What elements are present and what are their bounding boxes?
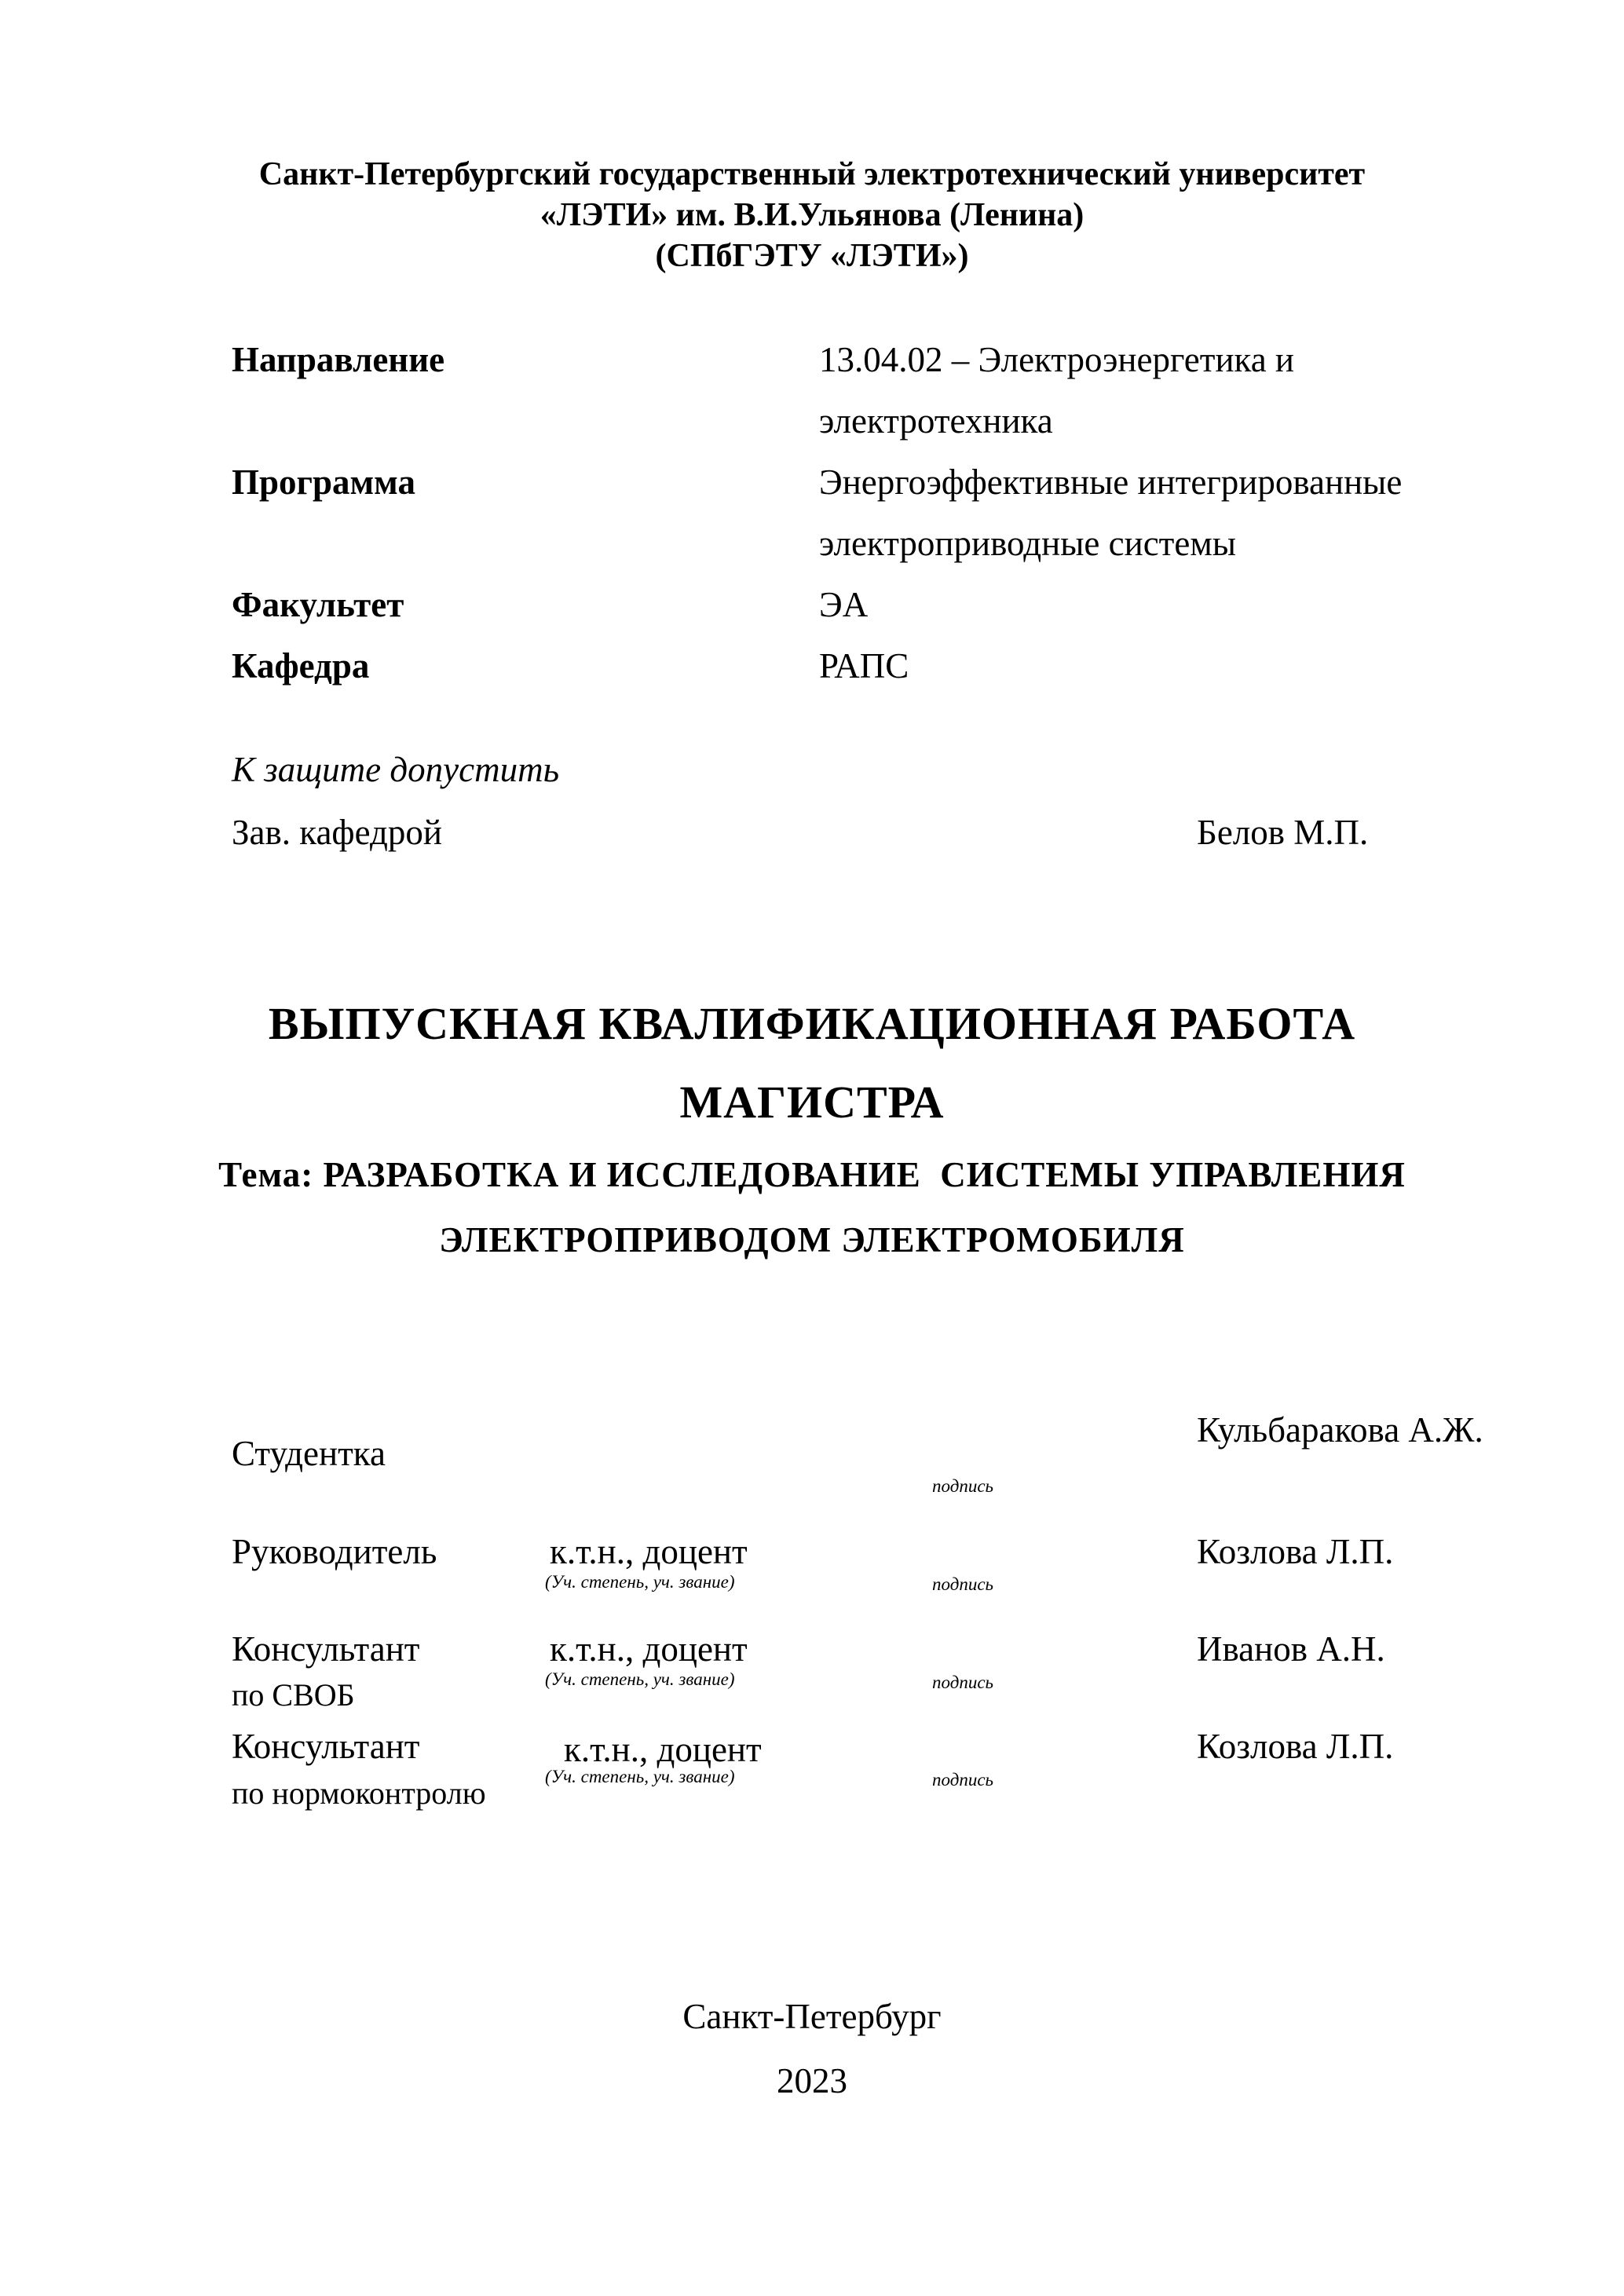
university-name: Санкт-Петербургский государственный электротехнический университет xyxy=(258,156,1366,192)
consultant-safety-degree-caption: (Уч. степень, уч. звание) xyxy=(545,1669,735,1689)
consultant-safety-label: Консультант xyxy=(232,1629,420,1669)
program-value: Энергоэффективные интегрированные xyxy=(819,462,1403,502)
head-of-department-label: Зав. кафедрой xyxy=(232,813,442,852)
consultant-safety-sub: по СВОБ xyxy=(232,1677,355,1713)
department-value: РАПС xyxy=(819,646,909,686)
direction-label: Направление xyxy=(232,340,445,379)
consultant-normcontrol-name: Козлова Л.П. xyxy=(1197,1727,1394,1766)
document-title: ВЫПУСКНАЯ КВАЛИФИКАЦИОННАЯ РАБОТА xyxy=(268,998,1356,1049)
consultant-normcontrol-degree-caption: (Уч. степень, уч. звание) xyxy=(545,1767,735,1786)
city: Санкт-Петербург xyxy=(682,1997,942,2036)
university-abbreviation: (СПбГЭТУ «ЛЭТИ») xyxy=(655,238,969,274)
consultant-safety-signature-caption: подпись xyxy=(932,1673,994,1692)
consultant-normcontrol-signature-caption: подпись xyxy=(932,1770,994,1790)
faculty-value: ЭА xyxy=(819,585,869,624)
head-of-department-name: Белов М.П. xyxy=(1197,813,1369,852)
program-value-cont: электроприводные системы xyxy=(819,524,1237,563)
admit-to-defense: К защите допустить xyxy=(232,750,560,789)
consultant-normcontrol-sub: по нормоконтролю xyxy=(232,1775,486,1811)
direction-value-cont: электротехника xyxy=(819,401,1053,441)
consultant-safety-degree: к.т.н., доцент xyxy=(550,1629,748,1669)
direction-value: 13.04.02 – Электроэнергетика и xyxy=(819,340,1295,379)
supervisor-degree: к.т.н., доцент xyxy=(550,1532,748,1571)
consultant-normcontrol-degree: к.т.н., доцент xyxy=(564,1730,762,1769)
student-name: Кульбаракова А.Ж. xyxy=(1197,1410,1483,1450)
student-signature-caption: подпись xyxy=(932,1476,994,1496)
supervisor-signature-caption: подпись xyxy=(932,1574,994,1594)
topic-line-2: ЭЛЕКТРОПРИВОДОМ ЭЛЕКТРОМОБИЛЯ xyxy=(439,1220,1185,1260)
faculty-label: Факультет xyxy=(232,585,404,624)
program-label: Программа xyxy=(232,462,415,502)
supervisor-name: Козлова Л.П. xyxy=(1197,1532,1394,1571)
supervisor-label: Руководитель xyxy=(232,1532,437,1571)
year: 2023 xyxy=(777,2061,847,2100)
department-label: Кафедра xyxy=(232,646,370,686)
supervisor-degree-caption: (Уч. степень, уч. звание) xyxy=(545,1572,735,1592)
student-label: Студентка xyxy=(232,1434,386,1473)
consultant-normcontrol-label: Консультант xyxy=(232,1727,420,1766)
document-title-degree: МАГИСТРА xyxy=(679,1077,945,1128)
topic-line-1: Тема: РАЗРАБОТКА И ИССЛЕДОВАНИЕ СИСТЕМЫ УПРАВЛЕНИЯ xyxy=(218,1155,1406,1194)
university-short-name: «ЛЭТИ» им. В.И.Ульянова (Ленина) xyxy=(540,197,1084,233)
consultant-safety-name: Иванов А.Н. xyxy=(1197,1629,1385,1669)
